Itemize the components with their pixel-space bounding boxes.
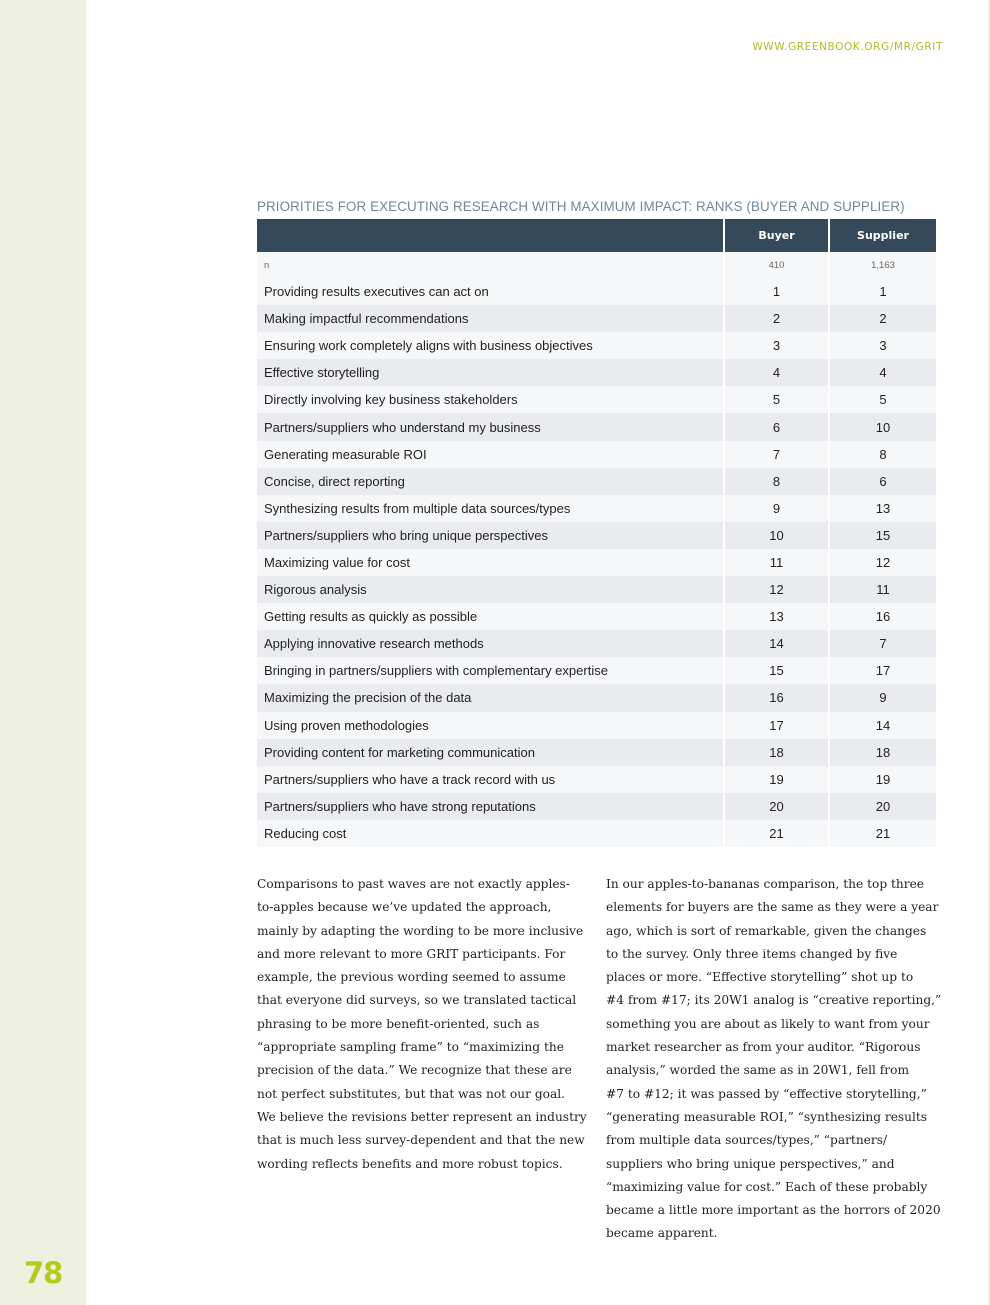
row-buyer-cell: 1 xyxy=(725,278,830,305)
body-text-line: We believe the revisions better represent an industry xyxy=(257,1109,587,1124)
body-text-line: example, the previous wording seemed to assume xyxy=(257,970,566,985)
table-row xyxy=(257,793,936,820)
row-supplier-cell: 17 xyxy=(830,657,936,684)
row-label-cell: Effective storytelling xyxy=(257,359,725,386)
row-buyer-cell: 6 xyxy=(725,413,830,440)
body-text-line: phrasing to be more benefit-oriented, such as xyxy=(257,1016,540,1031)
row-supplier-cell: 12 xyxy=(830,549,936,576)
row-label-cell: Rigorous analysis xyxy=(257,576,725,603)
row-buyer-cell: 2 xyxy=(725,305,830,332)
table-row xyxy=(257,468,936,495)
body-text-line: market researcher as from your auditor. “Rigorous xyxy=(606,1040,921,1055)
row-label-cell: Applying innovative research methods xyxy=(257,630,725,657)
row-label-cell: Bringing in partners/suppliers with complementary expertise xyxy=(257,657,725,684)
table-row xyxy=(257,576,936,603)
body-text-line: and more relevant to more GRIT participants. For xyxy=(257,946,566,961)
header-label-cell xyxy=(257,219,725,252)
table-row xyxy=(257,739,936,766)
body-text-line: something you are about as likely to want from your xyxy=(606,1016,930,1031)
row-supplier-cell: 20 xyxy=(830,793,936,820)
table-row xyxy=(257,630,936,657)
row-buyer-cell: 3 xyxy=(725,332,830,359)
row-label-cell: Using proven methodologies xyxy=(257,712,725,739)
row-supplier-cell: 10 xyxy=(830,413,936,440)
row-supplier-cell: 4 xyxy=(830,359,936,386)
row-supplier-cell: 11 xyxy=(830,576,936,603)
left-margin-bar xyxy=(0,0,86,1305)
n-supplier: 1,163 xyxy=(830,252,936,278)
row-buyer-cell: 9 xyxy=(725,495,830,522)
body-text-line: In our apples-to-bananas comparison, the top three xyxy=(606,877,924,891)
body-text-line: places or more. “Effective storytelling” shot up to xyxy=(606,970,914,985)
row-buyer-cell: 14 xyxy=(725,630,830,657)
body-text-line: “appropriate sampling frame” to “maximizing the xyxy=(257,1040,564,1055)
row-supplier-cell: 1 xyxy=(830,278,936,305)
row-buyer-cell: 17 xyxy=(725,712,830,739)
header-buyer-cell: Buyer xyxy=(725,219,830,252)
table-title: PRIORITIES FOR EXECUTING RESEARCH WITH MAXIMUM IMPACT: RANKS (BUYER AND SUPPLIER) xyxy=(257,199,905,214)
table-header-row xyxy=(257,219,936,252)
body-text-line: suppliers who bring unique perspectives,” and xyxy=(606,1156,895,1171)
body-text-line: that everyone did surveys, so we translated tactical xyxy=(257,993,577,1008)
body-text-line: #7 to #12; it was passed by “effective storytelling,” xyxy=(606,1086,927,1101)
row-label-cell: Getting results as quickly as possible xyxy=(257,603,725,630)
row-supplier-cell: 18 xyxy=(830,739,936,766)
body-text-line: Comparisons to past waves are not exactly apples- xyxy=(257,877,570,891)
table-row xyxy=(257,495,936,522)
row-label-cell: Partners/suppliers who understand my business xyxy=(257,413,725,440)
table-row xyxy=(257,684,936,711)
row-label-cell: Synthesizing results from multiple data sources/types xyxy=(257,495,725,522)
body-text-line: not perfect substitutes, but that was not our goal. xyxy=(257,1086,565,1101)
row-supplier-cell: 3 xyxy=(830,332,936,359)
row-supplier-cell: 6 xyxy=(830,468,936,495)
row-supplier-cell: 9 xyxy=(830,684,936,711)
row-buyer-cell: 4 xyxy=(725,359,830,386)
row-buyer-cell: 20 xyxy=(725,793,830,820)
table-row xyxy=(257,332,936,359)
n-buyer: 410 xyxy=(725,252,830,278)
table-body xyxy=(257,252,936,847)
body-text-line: wording reflects benefits and more robust topics. xyxy=(257,1156,563,1171)
row-buyer-cell: 21 xyxy=(725,820,830,847)
row-supplier-cell: 5 xyxy=(830,386,936,413)
table-row xyxy=(257,441,936,468)
row-buyer-cell: 13 xyxy=(725,603,830,630)
row-buyer-cell: 16 xyxy=(725,684,830,711)
table-row xyxy=(257,603,936,630)
body-text-line: #4 from #17; its 20W1 analog is “creative reporting,” xyxy=(606,993,942,1008)
row-label-cell: Partners/suppliers who have strong reputations xyxy=(257,793,725,820)
row-label-cell: Reducing cost xyxy=(257,820,725,847)
n-label: n xyxy=(257,252,725,278)
row-buyer-cell: 18 xyxy=(725,739,830,766)
body-text-left-column xyxy=(257,873,592,1176)
row-label-cell: Making impactful recommendations xyxy=(257,305,725,332)
body-text-line: analysis,” worded the same as in 20W1, fell from xyxy=(606,1063,910,1078)
body-text-line: became apparent. xyxy=(606,1226,718,1241)
row-supplier-cell: 7 xyxy=(830,630,936,657)
row-buyer-cell: 10 xyxy=(725,522,830,549)
row-buyer-cell: 15 xyxy=(725,657,830,684)
row-buyer-cell: 7 xyxy=(725,441,830,468)
body-text-line: that is much less survey-dependent and that the new xyxy=(257,1133,585,1148)
body-text-line: “generating measurable ROI,” “synthesizing results xyxy=(606,1109,928,1124)
row-supplier-cell: 14 xyxy=(830,712,936,739)
body-text-right-column xyxy=(606,873,941,1246)
row-buyer-cell: 11 xyxy=(725,549,830,576)
row-label-cell: Providing results executives can act on xyxy=(257,278,725,305)
site-url: WWW.GREENBOOK.ORG/MR/GRIT xyxy=(752,41,943,53)
body-text-line: “maximizing value for cost.” Each of these probably xyxy=(606,1179,928,1194)
row-label-cell: Providing content for marketing communication xyxy=(257,739,725,766)
table-row xyxy=(257,766,936,793)
table-row xyxy=(257,522,936,549)
table-row xyxy=(257,359,936,386)
body-text-line: to the survey. Only three items changed by five xyxy=(606,946,898,961)
page-number: 78 xyxy=(24,1256,63,1290)
row-label-cell: Partners/suppliers who bring unique perspectives xyxy=(257,522,725,549)
table-row xyxy=(257,549,936,576)
row-buyer-cell: 5 xyxy=(725,386,830,413)
row-label-cell: Partners/suppliers who have a track record with us xyxy=(257,766,725,793)
table-row xyxy=(257,657,936,684)
body-text-line: to-apples because we’ve updated the approach, xyxy=(257,900,552,915)
row-supplier-cell: 19 xyxy=(830,766,936,793)
table-row xyxy=(257,413,936,440)
row-supplier-cell: 21 xyxy=(830,820,936,847)
row-supplier-cell: 16 xyxy=(830,603,936,630)
row-label-cell: Directly involving key business stakeholders xyxy=(257,386,725,413)
sample-size-row xyxy=(257,252,936,278)
body-text-line: precision of the data.” We recognize that these are xyxy=(257,1063,572,1078)
ranks-table xyxy=(257,219,936,847)
row-label-cell: Generating measurable ROI xyxy=(257,441,725,468)
body-text-line: elements for buyers are the same as they were a year xyxy=(606,900,939,915)
table-row xyxy=(257,820,936,847)
table-row xyxy=(257,278,936,305)
row-buyer-cell: 8 xyxy=(725,468,830,495)
row-supplier-cell: 13 xyxy=(830,495,936,522)
row-supplier-cell: 8 xyxy=(830,441,936,468)
row-buyer-cell: 19 xyxy=(725,766,830,793)
row-buyer-cell: 12 xyxy=(725,576,830,603)
body-text-line: from multiple data sources/types,” “partners/ xyxy=(606,1133,888,1148)
table-row xyxy=(257,386,936,413)
header-supplier-cell: Supplier xyxy=(830,219,936,252)
row-label-cell: Concise, direct reporting xyxy=(257,468,725,495)
table-row xyxy=(257,712,936,739)
body-text-line: ago, which is sort of remarkable, given the changes xyxy=(606,923,927,938)
row-label-cell: Ensuring work completely aligns with business objectives xyxy=(257,332,725,359)
body-text-line: mainly by adapting the wording to be more inclusive xyxy=(257,923,584,938)
row-label-cell: Maximizing value for cost xyxy=(257,549,725,576)
row-supplier-cell: 15 xyxy=(830,522,936,549)
row-supplier-cell: 2 xyxy=(830,305,936,332)
table-row xyxy=(257,305,936,332)
body-text-line: became a little more important as the horrors of 2020 xyxy=(606,1203,941,1218)
row-label-cell: Maximizing the precision of the data xyxy=(257,684,725,711)
